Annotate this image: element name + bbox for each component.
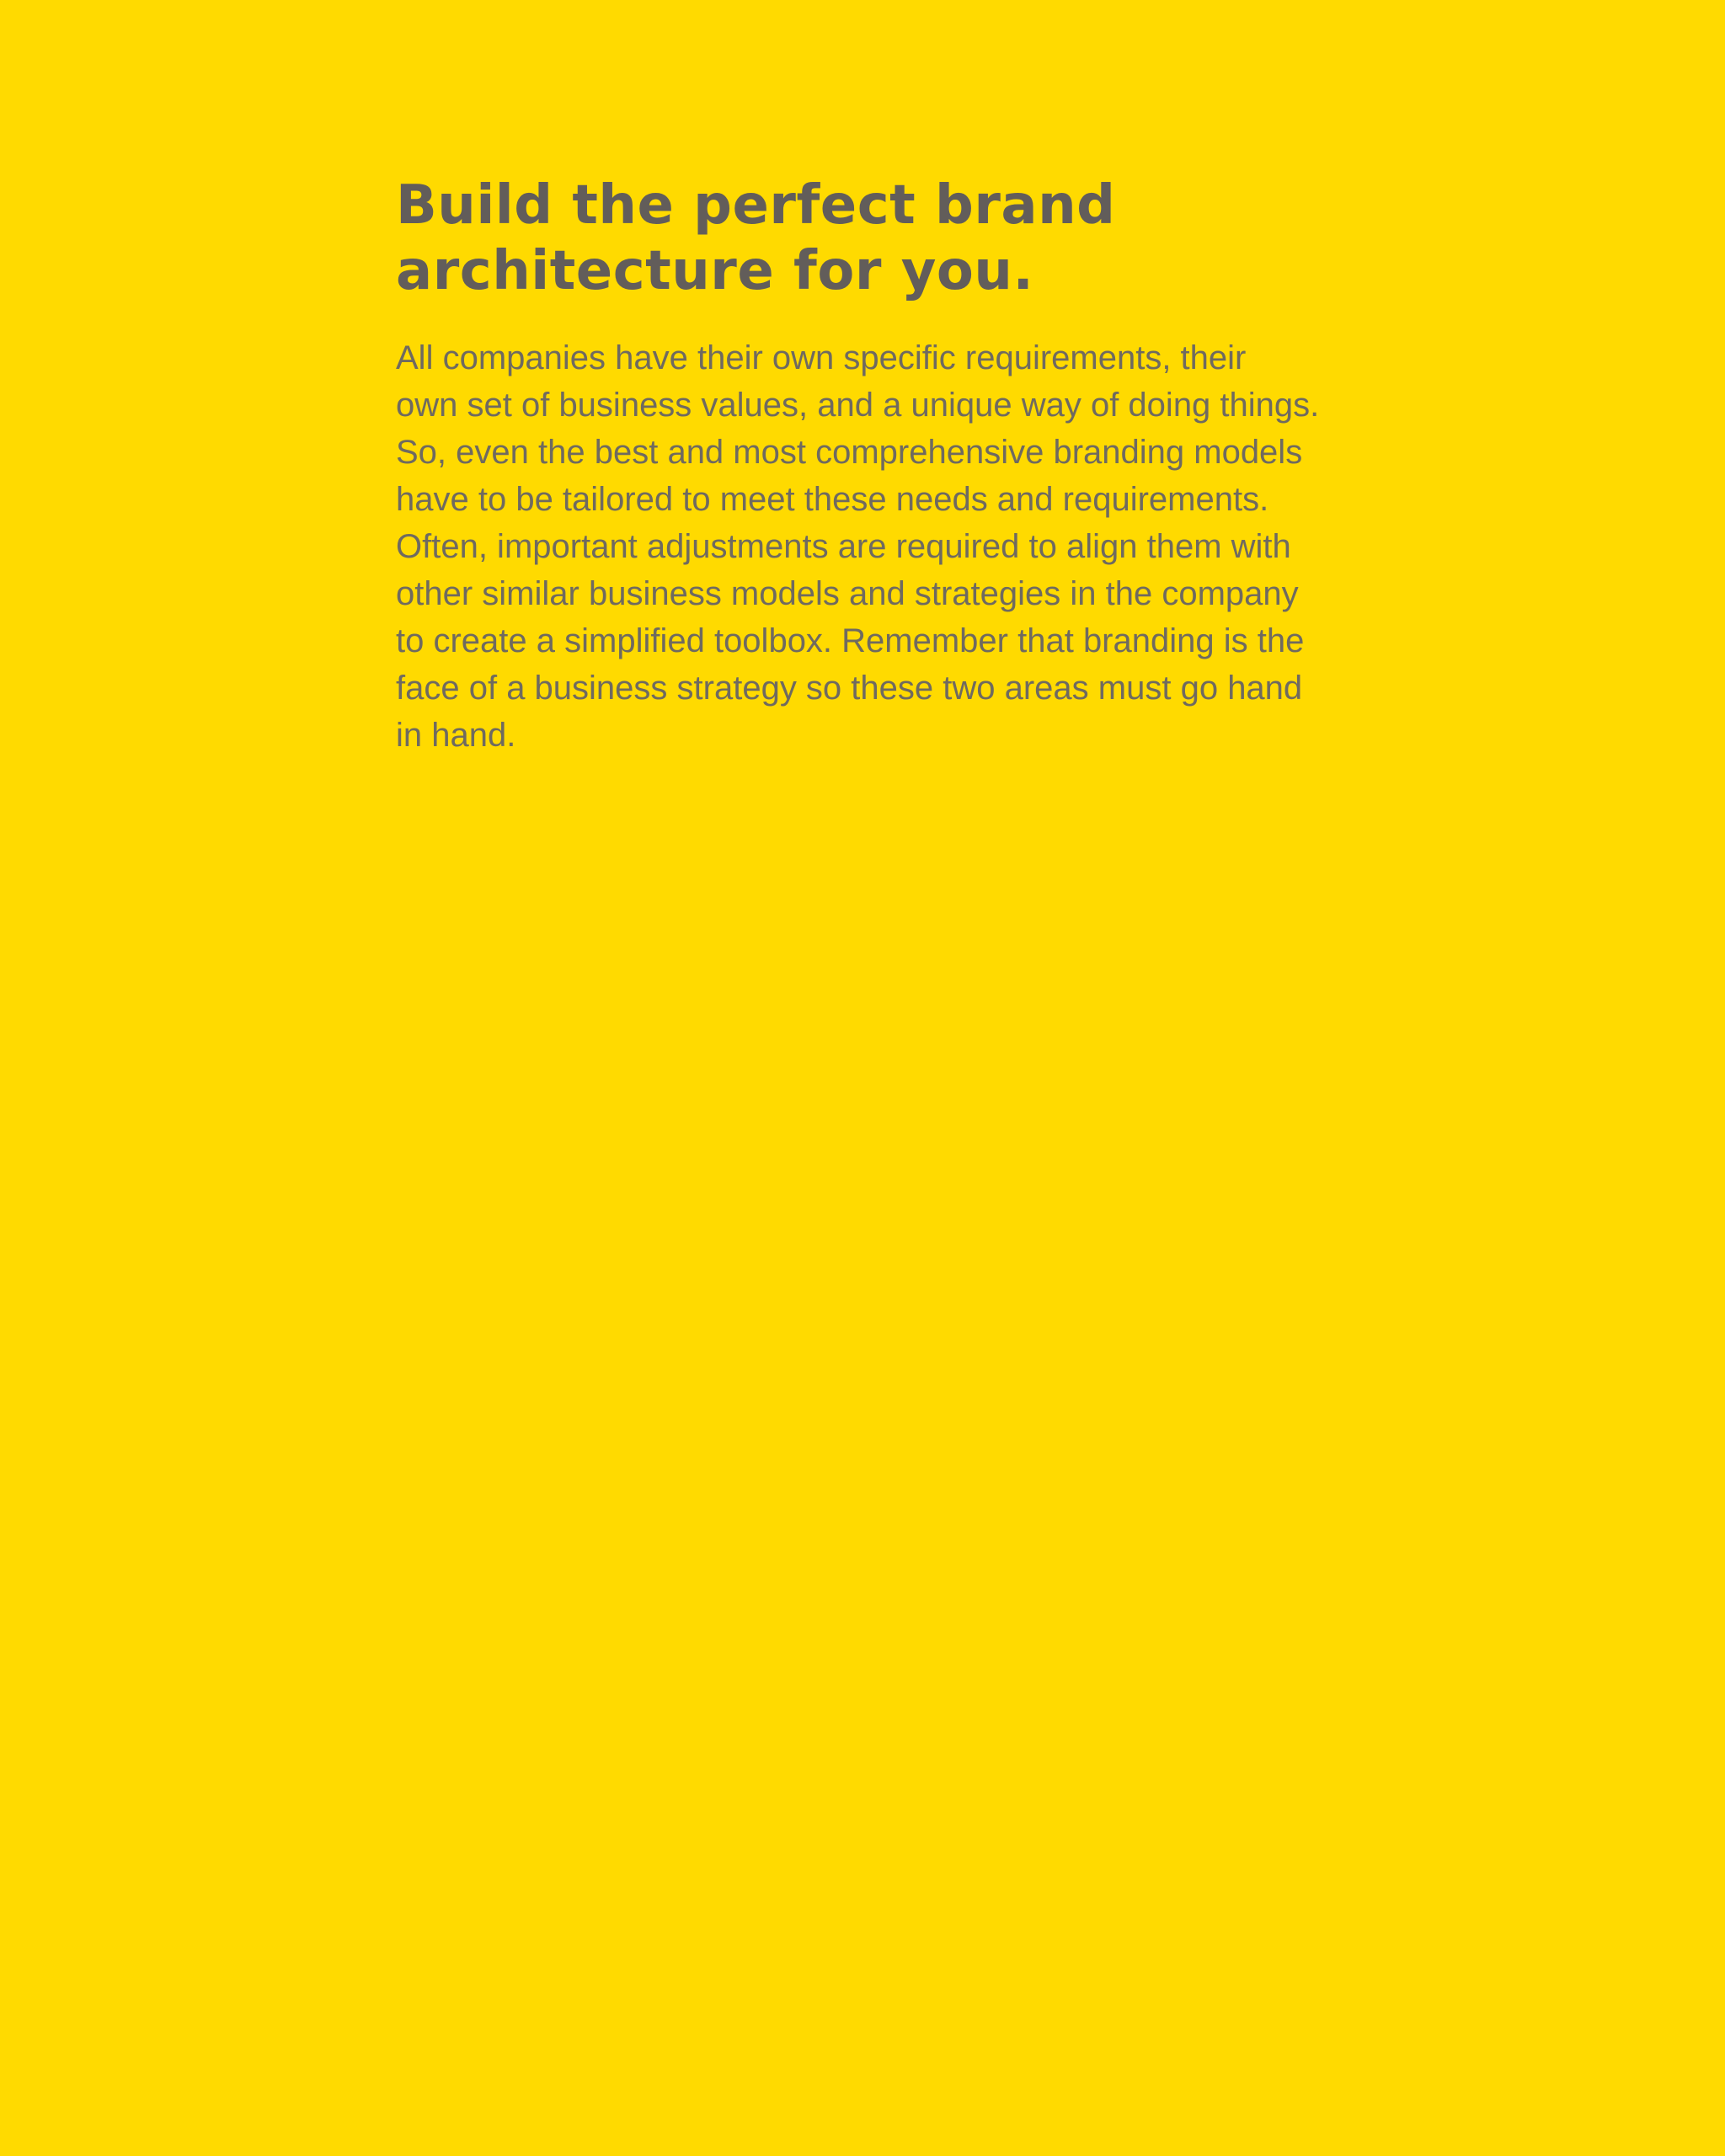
body-line-4: have to be tailored to meet these needs and requirements. <box>396 481 1269 518</box>
body-line-8: face of a business strategy so these two areas must go hand <box>396 670 1303 707</box>
content-block <box>396 173 1390 759</box>
body-line-7: to create a simplified toolbox. Remember that branding is the <box>396 622 1305 659</box>
body-paragraph <box>396 334 1390 759</box>
title-line-2: architecture for you. <box>396 240 1034 302</box>
body-line-1: All companies have their own specific requirements, their <box>396 339 1247 376</box>
page-title <box>396 173 1390 304</box>
body-line-9: in hand. <box>396 717 516 754</box>
title-line-1: Build the perfect brand <box>396 174 1116 237</box>
body-line-6: other similar business models and strategies in the company <box>396 575 1299 612</box>
body-line-2: own set of business values, and a unique way of doing things. <box>396 387 1320 424</box>
body-line-5: Often, important adjustments are required to align them with <box>396 528 1291 565</box>
body-line-3: So, even the best and most comprehensive branding models <box>396 434 1303 471</box>
